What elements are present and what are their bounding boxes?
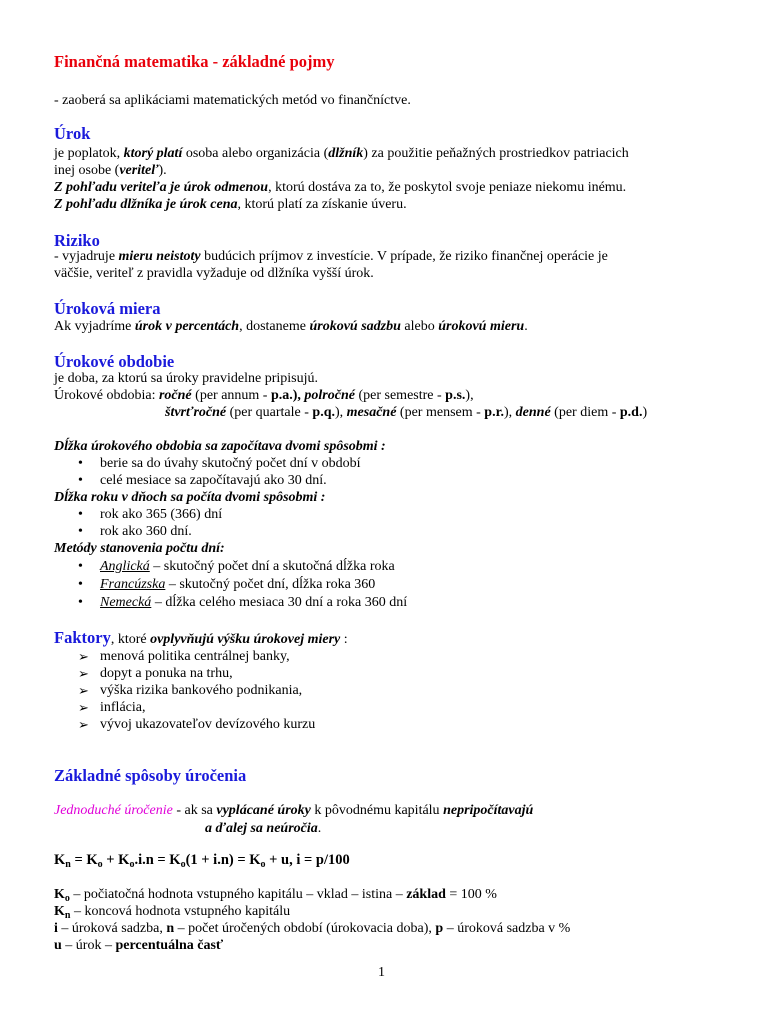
list-item: Nemecká – dĺžka celého mesiaca 30 dní a roka 360 dní xyxy=(100,595,408,610)
arrow-bullet-icon: ➢ xyxy=(78,700,89,715)
jednoduche-urocenie-line-2: a ďalej sa neúročia. xyxy=(205,821,322,836)
legend-ko: $K_o$ – počiatočná hodnota vstupného kapitálu – vklad – istina – základ = 100 % xyxy=(54,887,497,904)
list-item: menová politika centrálnej banky, xyxy=(100,649,290,664)
legend-kn: $K_n$ – koncová hodnota vstupného kapitálu xyxy=(54,904,291,921)
bullet-icon: • xyxy=(78,577,83,592)
list-item: berie sa do úvahy skutočný počet dní v období xyxy=(100,456,361,471)
arrow-bullet-icon: ➢ xyxy=(78,717,89,732)
obdobie-line-2: Úrokové obdobia: ročné (per annum - p.a.), polročné (per semestre - p.s.), xyxy=(54,388,474,403)
dlzka-obdobia-heading: Dĺžka úrokového obdobia sa započítava dvomi spôsobmi : xyxy=(54,439,386,454)
arrow-bullet-icon: ➢ xyxy=(78,649,89,664)
legend-u: u – úrok – percentuálna časť xyxy=(54,938,224,953)
dlzka-roku-heading: Dĺžka roku v dňoch sa počíta dvomi spôsobmi : xyxy=(54,490,326,505)
bullet-icon: • xyxy=(78,559,83,574)
obdobie-line-3: štvrťročné (per quartale - p.q.), mesačné (per mensem - p.r.), denné (per diem - p.d.) xyxy=(165,405,648,420)
formula-jednoduche-urocenie: $K_n = K_o + K_o.i.n = K_o(1 + i.n) = K_o + u$, i = p/100 xyxy=(54,852,350,870)
jednoduche-urocenie-line-1: Jednoduché úročenie - ak sa vyplácané úroky k pôvodnému kapitálu nepripočítavajú xyxy=(54,803,534,818)
intro-text: - zaoberá sa aplikáciami matematických metód vo finančníctve. xyxy=(54,93,411,108)
urok-line-2: inej osobe (veriteľ). xyxy=(54,163,167,178)
section-heading-riziko: Riziko xyxy=(54,231,100,250)
section-heading-urok: Úrok xyxy=(54,124,91,143)
bullet-icon: • xyxy=(78,473,83,488)
page-number: 1 xyxy=(378,965,385,980)
metody-heading: Metódy stanovenia počtu dní: xyxy=(54,541,225,556)
urok-line-1: je poplatok, ktorý platí osoba alebo organizácia (dlžník) za použitie peňažných prostriedkov patriacich xyxy=(54,146,629,161)
legend-i-n-p: i – úroková sadzba, n – počet úročených období (úrokovacia doba), p – úroková sadzba v % xyxy=(54,921,571,936)
list-item: inflácia, xyxy=(100,700,146,715)
section-heading-sposoby-urocenia: Základné spôsoby úročenia xyxy=(54,766,247,785)
bullet-icon: • xyxy=(78,456,83,471)
list-item: celé mesiace sa započítavajú ako 30 dní. xyxy=(100,473,327,488)
page-title: Finančná matematika - základné pojmy xyxy=(54,52,335,71)
obdobie-line-1: je doba, za ktorú sa úroky pravidelne pripisujú. xyxy=(54,371,318,386)
arrow-bullet-icon: ➢ xyxy=(78,666,89,681)
bullet-icon: • xyxy=(78,595,83,610)
riziko-line-1: - vyjadruje mieru neistoty budúcich príjmov z investície. V prípade, že riziko finančnej operácie je xyxy=(54,249,608,264)
section-heading-urokova-miera: Úroková miera xyxy=(54,299,161,318)
list-item: Anglická – skutočný počet dní a skutočná dĺžka roka xyxy=(100,559,395,574)
list-item: Francúzska – skutočný počet dní, dĺžka roka 360 xyxy=(100,577,376,592)
bullet-icon: • xyxy=(78,524,83,539)
list-item: rok ako 360 dní. xyxy=(100,524,192,539)
bullet-icon: • xyxy=(78,507,83,522)
section-heading-faktory: Faktory xyxy=(54,628,111,647)
riziko-line-2: väčšie, veriteľ z pravidla vyžaduje od dlžníka vyšší úrok. xyxy=(54,266,374,281)
list-item: výška rizika bankového podnikania, xyxy=(100,683,303,698)
faktory-line: Faktory, ktoré ovplyvňujú výšku úrokovej miery : xyxy=(54,628,348,647)
list-item: dopyt a ponuka na trhu, xyxy=(100,666,233,681)
arrow-bullet-icon: ➢ xyxy=(78,683,89,698)
miera-line: Ak vyjadríme úrok v percentách, dostaneme úrokovú sadzbu alebo úrokovú mieru. xyxy=(54,319,528,334)
list-item: rok ako 365 (366) dní xyxy=(100,507,223,522)
urok-line-4: Z pohľadu dlžníka je úrok cena, ktorú platí za získanie úveru. xyxy=(54,197,407,212)
section-heading-urokove-obdobie: Úrokové obdobie xyxy=(54,352,175,371)
list-item: vývoj ukazovateľov devízového kurzu xyxy=(100,717,316,732)
urok-line-3: Z pohľadu veriteľa je úrok odmenou, ktorú dostáva za to, že poskytol svoje peniaze niekomu inému. xyxy=(54,180,627,195)
